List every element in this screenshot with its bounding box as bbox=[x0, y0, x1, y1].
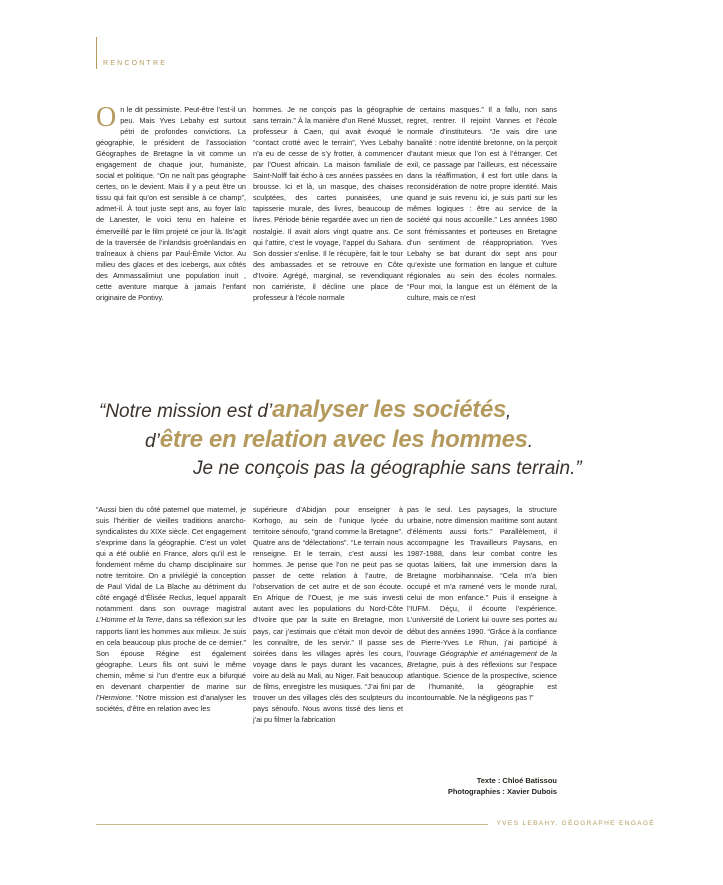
column-2-text: hommes. Je ne conçois pas la géographie sans terrain.” À la manière d’un René Musset, professeur à Caen, qui avait évoqué le “contact crotté avec le terrain”, Yves Lebahy n’a eu de cesse de s’y frotter, à commencer par l’Ouest africain. La maison familiale de Saint-Nolff fait écho à ces années passées en brousse. Ici et là, un masque, des chaises sculptées, des cartes punaisées, une tapisserie murale, des livres, beaucoup de livres. Période bénie regardée avec un rien de nostalgie. Il avait alors vingt quatre ans. Ce qui l’attire, c’est le voyage, l’appel du Sahara. Son dossier s’enlise. Il le récupère, fait le tour des ambassades et se retrouve en Côte d’Ivoire. Agrégé, marginal, se revendiquant non carriériste, il décline une place de professeur à l’école normale bbox=[253, 105, 403, 302]
article-column-6 bbox=[407, 504, 557, 703]
pull-quote-text: d’ bbox=[145, 431, 160, 452]
text-credit: Texte : Chloé Batissou bbox=[476, 776, 557, 785]
article-column-4 bbox=[96, 504, 246, 714]
article-column-2 bbox=[253, 104, 403, 303]
pull-quote-accent: analyser les sociétés bbox=[272, 396, 507, 423]
column-6-text bbox=[407, 504, 557, 703]
column-3-text: de certains masques.” Il a fallu, non sans regret, rentrer. Il rejoint Vannes et l’école normale d’instituteurs. “Je vais dire une banalité : notre identité bretonne, on la perçoit d’autant mieux que l’on est à l’étranger. Cet exil, ce passage par l’ailleurs, est nécessaire dans la réaffirmation, il est fort utile dans la reconsidération de notre propre identité. Mais quand je suis revenu ici, je suis parti sur les mêmes logiques : être au service de la société qui nous accueille.” Les années 1980 sont frémissantes et porteuses en Bretagne d’un sentiment de réappropriation. Yves Lebahy se bat durant dix sept ans pour qu’existe une formation en langue et culture régionales au sein des écoles normales. “Pour moi, la langue est un élément de la culture, mais ce n’est bbox=[407, 105, 557, 302]
article-column-3 bbox=[407, 104, 557, 303]
text-run: , puis à des réflexions sur l’espace atlantique. Science de la prospective, science de l’humanité, la géographie est incontournable. Ne la négligeons pas !” bbox=[407, 659, 557, 702]
article-column-1 bbox=[96, 104, 246, 303]
text-run: “Aussi bien du côté paternel que maternel, je suis l’héritier de vieilles traditions anarcho-syndicalistes du XIXe siècle. Cet engagement s’exprime dans la géographie. C’est un volet qui a été oublié en France, alors qu’il est le fondement même du champ disciplinaire sur notre territoire. On a privilégié la conception de Paul Vidal de La Blache au détriment du côté engagé d’Élisée Reclus, lequel apparaît notamment dans son ouvrage magistral bbox=[96, 505, 246, 614]
header-rule bbox=[96, 37, 97, 69]
pull-quote-line-2 bbox=[145, 426, 533, 454]
credits bbox=[407, 775, 557, 797]
column-1-text: n le dit pessimiste. Peut-être l’est-il un peu. Mais Yves Lebahy est surtout pétri de profondes convictions. La géographie, le président de l’association Géographes de Bretagne la vit comme un engagement de chaque jour, humaniste, social et politique. “On ne naît pas géographe certes, on le devient. Mais il y a peut être un tissu qui fait qu’on est sensible à ce champ”, admet-il. À tout juste sept ans, au foyer laïc de Lanester, le voici tenu en haleine et émerveillé par le film projeté ce jour là. Ils’agit de la traversée de l’inlandsis groënlandais en traîneaux à chiens par Paul-Émile Victor. Au milieu des glaces et des icebergs, aux côtés des Ammassalimiut une population inuit , cette aventure marque à jamais l’enfant originaire de Pontivy. bbox=[96, 105, 246, 302]
text-run: , dans sa réflexion sur les rapports liant les hommes aux milieux. Je suis en cela beaucoup plus proche de ce dernier.” Son épouse Régine est également géographe. Leurs fils ont suivi le même chemin, même si l’un d’entre eux a bifurqué en devenant charpentier de marine sur bbox=[96, 615, 246, 691]
book-title: L’Homme et la Terre bbox=[96, 615, 163, 625]
footer-running-title: YVES LEBAHY, GÉOGRAPHE ENGAGÉ bbox=[488, 820, 655, 827]
ship-name: l’Hermione bbox=[96, 692, 131, 702]
pull-quote-text: . bbox=[527, 431, 533, 452]
column-4-text bbox=[96, 504, 246, 714]
pull-quote-text: , bbox=[506, 401, 512, 422]
column-5-text: supérieure d’Abidjan pour enseigner à Korhogo, au sein de l’unique lycée du territoire sénoufo, “grand comme la Bretagne”. Quatre ans de “délectations”. “Le terrain nous renseigne. Et le terrain, c’est aussi les hommes. Je pense que l’on ne peut pas se passer de cette relation à l’autre, de l’observation de cet autre et de son écoute. En Afrique de l’Ouest, je me suis investi autant avec les populations du Nord-Côte d’Ivoire que par la suite en Bretagne, mon pays, car j’estimais que c’était mon devoir de les connaître, de les servir.” Il passe ses soirées dans les villages après les cours, voyage dans le pays durant les vacances, voire au delà au Mali, au Niger. Fait beaucoup de films, enregistre les musiques. “J’ai fini par trouver un des villages clés des sculpteurs du pays sénoufo. Nous avons tissé des liens et j’ai pu filmer la fabrication bbox=[253, 505, 403, 724]
drop-cap: O bbox=[96, 102, 117, 133]
article-column-5 bbox=[253, 504, 403, 725]
book-title: Géographie et aménagement de la Bretagne bbox=[407, 648, 557, 669]
pull-quote-accent: être en relation avec les hommes bbox=[159, 426, 528, 453]
pull-quote-line-3: Je ne conçois pas la géographie sans terrain.” bbox=[193, 458, 582, 479]
pull-quote-text: “Notre mission est d’ bbox=[99, 401, 273, 422]
text-run: . “Notre mission est d’analyser les sociétés, d’être en relation avec les bbox=[96, 692, 246, 713]
photo-credit: Photographies : Xavier Dubois bbox=[447, 787, 557, 796]
pull-quote-line-1 bbox=[99, 396, 511, 424]
text-run: pas le seul. Les paysages, la structure urbaine, notre dimension maritime sont autant d’éléments aussi forts.” Parallèlement, il accompagne les Travailleurs Paysans, en 1987-1988, dans leur combat contre les quotas laitiers, fait une immersion dans la Bretagne morbihannaise. “Cela m’a bien occupé et m’a ramené vers le monde rural, celui de mon enfance.” Puis il enseigne à l’IUFM. Déçu, il écourte l’expérience. L’université de Lorient lui ouvre ses portes au début des années 1990. “Grâce à la confiance de Pierre-Yves Le Rhun, j’ai participé à l’ouvrage bbox=[407, 505, 557, 658]
section-label: RENCONTRE bbox=[103, 60, 168, 67]
